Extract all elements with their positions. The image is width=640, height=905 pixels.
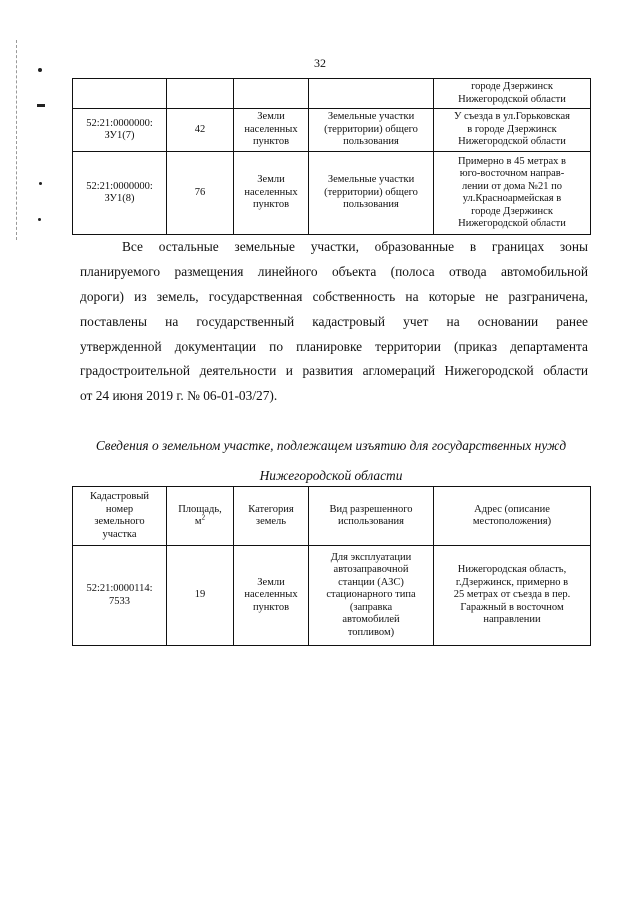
area-cell: 76 bbox=[167, 152, 234, 235]
address-cell bbox=[434, 546, 591, 646]
header-cadastral-number bbox=[73, 487, 167, 546]
cadastral-number-cell bbox=[73, 109, 167, 152]
cell-line: ЗУ1(8) bbox=[104, 193, 135, 204]
cell-line: Адрес (описание bbox=[474, 503, 550, 515]
area-cell: 19 bbox=[167, 546, 234, 646]
table-cell bbox=[309, 79, 434, 109]
cell-line: Земли bbox=[257, 111, 285, 123]
scan-dot bbox=[39, 182, 42, 185]
cell-line: населенных bbox=[244, 589, 298, 601]
cell-line: номер bbox=[105, 503, 134, 515]
area-unit: м bbox=[194, 516, 202, 527]
cell-line: участка bbox=[102, 528, 137, 540]
body-paragraph bbox=[80, 235, 588, 409]
cell-line: г.Дзержинск, примерно в bbox=[455, 576, 569, 588]
table-cell bbox=[73, 79, 167, 109]
cell-line: (территории) общего bbox=[324, 123, 418, 135]
section-title-line: Сведения о земельном участке, подлежащем изъятию для государственных нужд bbox=[95, 438, 567, 453]
cell-line: топливом) bbox=[347, 626, 395, 638]
cell-line: 52:21:0000000: bbox=[86, 180, 153, 192]
cell-line: пунктов bbox=[252, 136, 290, 148]
paragraph-line: утвержденной документации по планировке территории (приказ департамента bbox=[80, 338, 588, 354]
cell-line: Категория bbox=[248, 503, 294, 515]
cell-line: 52:21:0000114: bbox=[86, 583, 153, 594]
header-permitted-use bbox=[309, 487, 434, 546]
cell-line: Примерно в 45 метрах в bbox=[458, 155, 566, 167]
header-land-category bbox=[234, 487, 309, 546]
permitted-use-cell bbox=[309, 546, 434, 646]
cell-line: Площадь, bbox=[178, 503, 222, 515]
table-header-row bbox=[73, 487, 591, 546]
cell-line: Нижегородской области bbox=[458, 136, 566, 148]
table-row bbox=[73, 79, 591, 109]
cell-line: земельного bbox=[94, 516, 145, 527]
table-row bbox=[73, 546, 591, 646]
scan-dot bbox=[38, 218, 41, 221]
cell-line: лении от дома №21 по bbox=[462, 180, 562, 192]
cell-line: автомобилей bbox=[342, 614, 400, 626]
cell-line: пунктов bbox=[252, 601, 290, 613]
permitted-use-cell bbox=[309, 109, 434, 152]
table-row bbox=[73, 109, 591, 152]
cell-line: Земельные участки bbox=[327, 111, 415, 123]
cell-line: Нижегородская область, bbox=[457, 564, 567, 576]
cell-line: Нижегородской области bbox=[458, 218, 566, 229]
paragraph-line: градостроительной деятельности и развития агломераций Нижегородской области bbox=[80, 363, 588, 379]
table-row bbox=[73, 152, 591, 235]
paragraph-line: поставлены на государственный кадастровый учет на основании ранее bbox=[80, 313, 588, 329]
table-cell bbox=[167, 79, 234, 109]
cell-line: 7533 bbox=[109, 595, 130, 607]
cell-line: пользования bbox=[343, 199, 399, 211]
address-cell bbox=[434, 109, 591, 152]
cell-line: Вид разрешенного bbox=[329, 503, 413, 515]
cell-line bbox=[169, 513, 231, 529]
paragraph-line: планируемого размещения линейного объекта (полоса отвода автомобильной bbox=[80, 263, 588, 279]
cell-line: станции (АЗС) bbox=[338, 576, 404, 588]
cell-line: пользования bbox=[343, 136, 399, 148]
cell-line: городе Дзержинск bbox=[471, 81, 553, 92]
header-address bbox=[434, 487, 591, 546]
cell-line: Земли bbox=[257, 174, 285, 186]
area-cell: 42 bbox=[167, 109, 234, 152]
cell-line: местоположения) bbox=[472, 516, 552, 527]
cell-line: населенных bbox=[244, 186, 298, 198]
scan-dash bbox=[37, 104, 45, 107]
section-title bbox=[72, 434, 590, 488]
cell-line: населенных bbox=[244, 123, 298, 135]
paragraph-line: дороги) из земель, государственная собственность на которые не разграничена, bbox=[80, 288, 588, 304]
cell-line: юго-восточном направ- bbox=[459, 168, 565, 179]
cell-line: ЗУ1(7) bbox=[104, 130, 135, 141]
cell-line: (заправка bbox=[349, 601, 393, 613]
address-cell bbox=[434, 79, 591, 109]
cell-line: 25 метрах от съезда в пер. bbox=[453, 589, 571, 601]
cell-line: в городе Дзержинск bbox=[467, 123, 557, 135]
cadastral-number-cell bbox=[73, 546, 167, 646]
paragraph-line: Все остальные земельные участки, образованные в границах зоны bbox=[122, 239, 588, 254]
cell-line: использования bbox=[338, 516, 404, 527]
paragraph-line: от 24 июня 2019 г. № 06-01-03/27). bbox=[80, 388, 278, 404]
category-cell bbox=[234, 152, 309, 235]
section-title-line: Нижегородской области bbox=[259, 468, 403, 483]
page-number: 32 bbox=[314, 56, 326, 70]
cell-line: земель bbox=[255, 516, 287, 527]
cell-line: 52:21:0000000: bbox=[86, 117, 153, 129]
cell-line: Земельные участки bbox=[327, 174, 415, 186]
category-cell bbox=[234, 109, 309, 152]
cell-line: У съезда в ул.Горьковская bbox=[453, 111, 570, 123]
cell-line: Для эксплуатации bbox=[330, 551, 412, 563]
table-cell bbox=[234, 79, 309, 109]
cell-line: Нижегородской области bbox=[458, 93, 566, 105]
area-unit-exponent: 2 bbox=[201, 513, 206, 522]
header-area bbox=[167, 487, 234, 546]
cell-line: Гаражный в восточном bbox=[460, 601, 564, 613]
seized-land-plot-table bbox=[72, 486, 591, 646]
cell-line: стационарного типа bbox=[326, 589, 416, 601]
cell-line: пунктов bbox=[252, 199, 290, 211]
cell-line: направлении bbox=[483, 614, 541, 626]
permitted-use-cell bbox=[309, 152, 434, 235]
cell-line: (территории) общего bbox=[324, 186, 418, 198]
category-cell bbox=[234, 546, 309, 646]
cell-line: Кадастровый bbox=[89, 491, 150, 502]
cadastral-number-cell bbox=[73, 152, 167, 235]
land-plots-table-continued bbox=[72, 78, 591, 235]
cell-line: городе Дзержинск bbox=[471, 205, 553, 217]
cell-line: автозаправочной bbox=[333, 564, 409, 576]
cell-line: ул.Красноармейская в bbox=[462, 193, 562, 204]
cell-line: Земли bbox=[257, 576, 285, 588]
address-cell bbox=[434, 152, 591, 235]
